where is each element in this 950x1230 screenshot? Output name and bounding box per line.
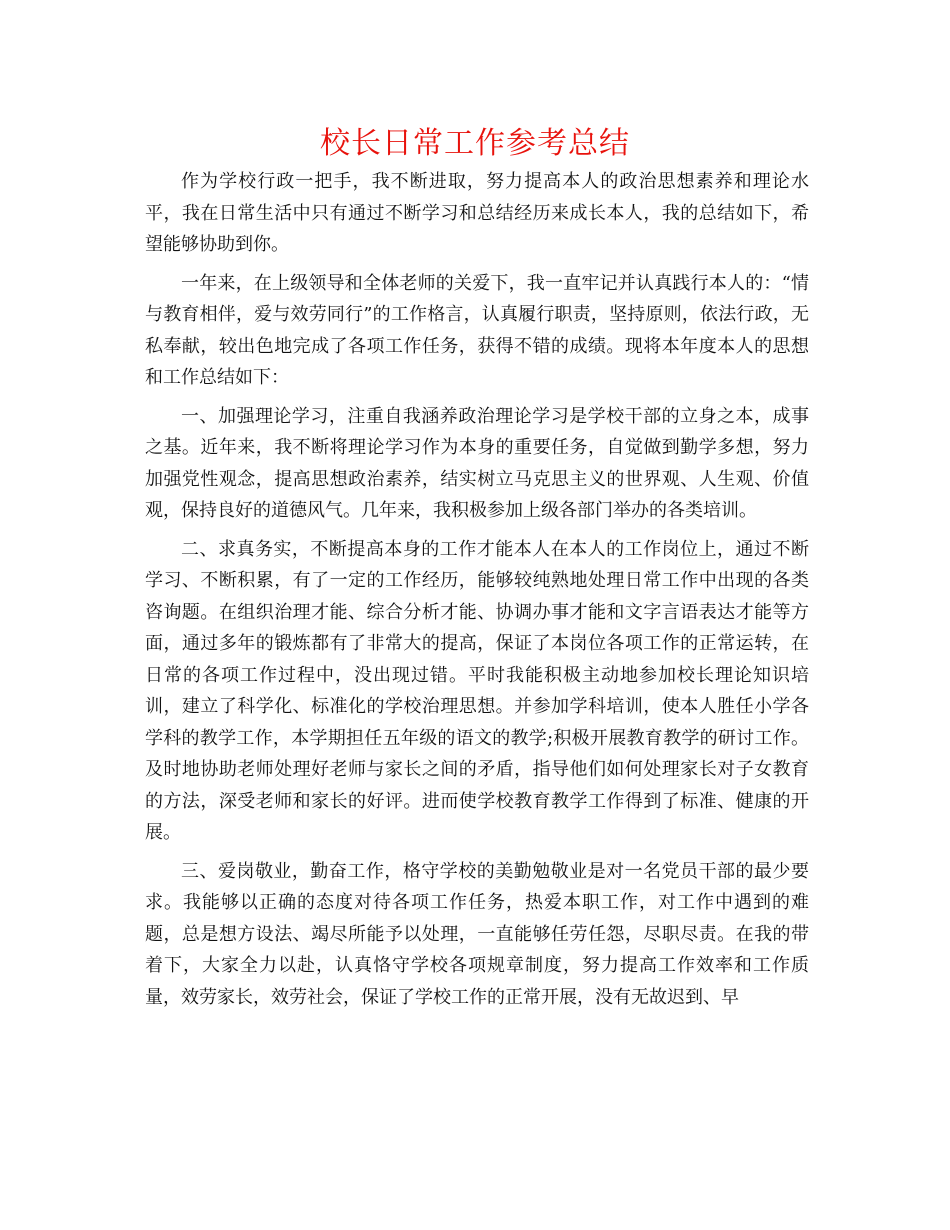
paragraph-section-3: 三、爱岗敬业，勤奋工作，格守学校的美勤勉敬业是对一名党员干部的最少要求。我能够以正确的态度对待各项工作任务，热爱本职工作，对工作中遇到的难题，总是想方设法、竭尽所能予以处理，一直能够任劳任怨，尽职尽责。在我的带着下，大家全力以赴，认真恪守学校各项规章制度，努力提高工作效率和工作质量，效劳家长，效劳社会，保证了学校工作的正常开展，没有无故迟到、早 <box>145 860 809 1008</box>
paragraph-intro: 作为学校行政一把手，我不断进取，努力提高本人的政治思想素养和理论水平，我在日常生活中只有通过不断学习和总结经历来成长本人，我的总结如下，希望能够协助到你。 <box>145 171 809 255</box>
document-body <box>145 166 809 1020</box>
paragraph-overview: 一年来，在上级领导和全体老师的关爱下，我一直牢记并认真践行本人的：“情与教育相伴，爱与效劳同行”的工作格言，认真履行职责，坚持原则，依法行政，无私奉献，较出色地完成了各项工作任务，获得不错的成绩。现将本年度本人的思想和工作总结如下： <box>145 272 809 388</box>
paragraph-section-2: 二、求真务实，不断提高本身的工作才能本人在本人的工作岗位上，通过不断学习、不断积累，有了一定的工作经历，能够较纯熟地处理日常工作中出现的各类咨询题。在组织治理才能、综合分析才能、协调办事才能和文字言语表达才能等方面，通过多年的锻炼都有了非常大的提高，保证了本岗位各项工作的正常运转，在日常的各项工作过程中，没出现过错。平时我能积极主动地参加校长理论知识培训，建立了科学化、标准化的学校治理思想。并参加学科培训，使本人胜任小学各学科的教学工作，本学期担任五年级的语文的教学;积极开展教育教学的研讨工作。及时地协助老师处理好老师与家长之间的矛盾，指导他们如何处理家长对子女教育的方法，深受老师和家长的好评。进而使学校教育教学工作得到了标准、健康的开展。 <box>145 538 809 843</box>
paragraph-section-1: 一、加强理论学习，注重自我涵养政治理论学习是学校干部的立身之本，成事之基。近年来，我不断将理论学习作为本身的重要任务，自觉做到勤学多想，努力加强党性观念，提高思想政治素养，结实树立马克思主义的世界观、人生观、价值观，保持良好的道德风气。几年来，我积极参加上级各部门举办的各类培训。 <box>145 405 809 521</box>
document-title: 校长日常工作参考总结 <box>320 126 630 161</box>
